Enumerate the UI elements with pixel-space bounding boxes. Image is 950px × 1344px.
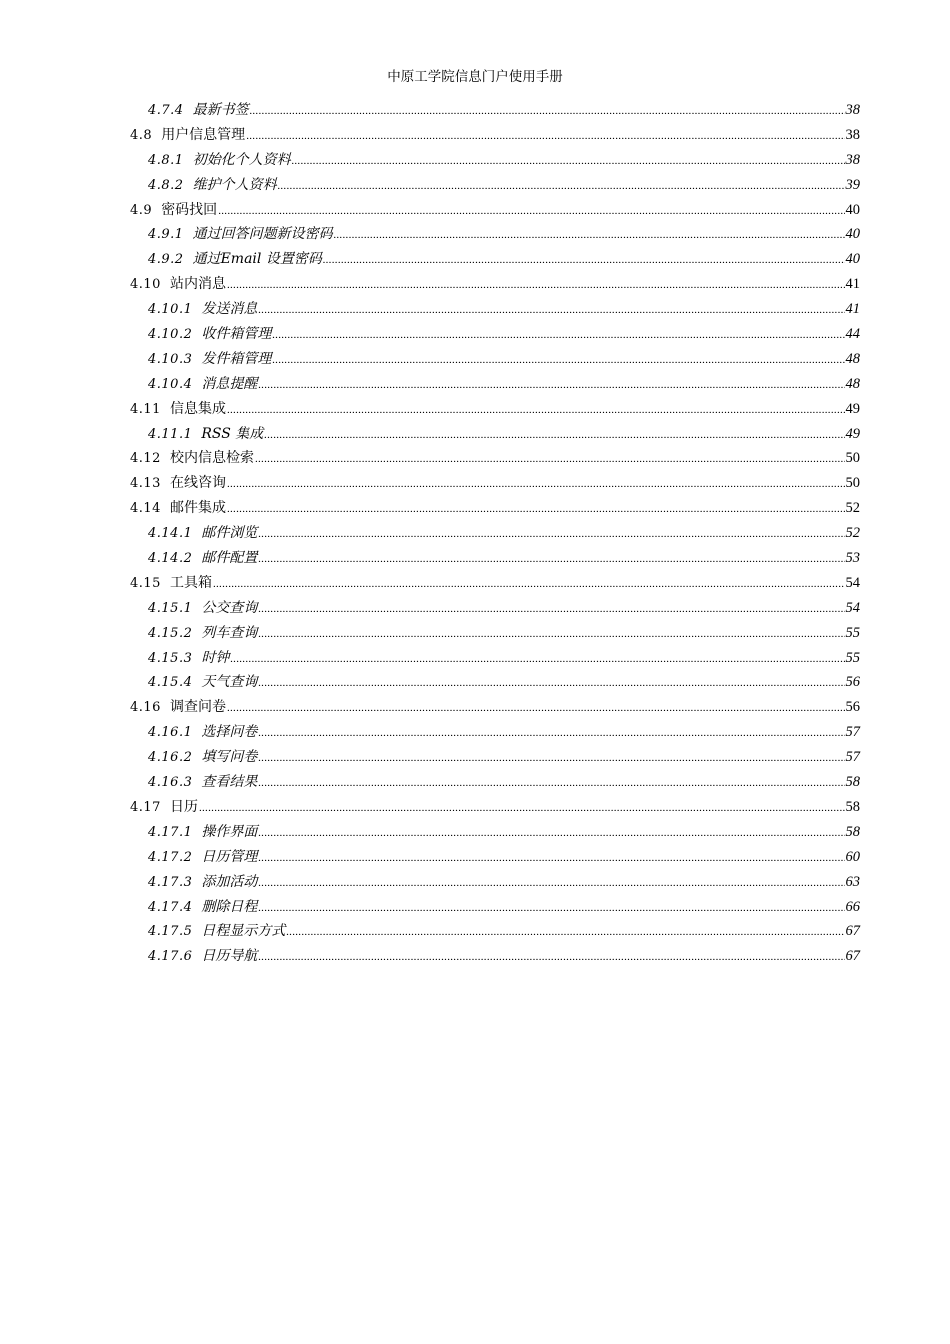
toc-dot-leader xyxy=(258,846,844,871)
toc-dot-leader xyxy=(258,721,844,746)
toc-entry-title: 信息集成 xyxy=(169,400,226,417)
toc-dot-leader xyxy=(292,149,845,174)
toc-entry-title: 工具箱 xyxy=(169,574,212,591)
toc-entry-page: 38 xyxy=(845,126,860,143)
toc-entry[interactable] xyxy=(130,720,860,745)
toc-entry-title: 天气查询 xyxy=(201,674,258,691)
toc-entry-number: 4.15.2 xyxy=(148,625,193,641)
toc-dot-leader xyxy=(230,647,844,672)
toc-entry[interactable] xyxy=(130,222,860,247)
toc-entry[interactable] xyxy=(130,845,860,870)
toc-entry-title: 列车查询 xyxy=(201,624,258,641)
toc-entry-title: 用户信息管理 xyxy=(161,126,246,143)
toc-entry[interactable] xyxy=(130,571,860,596)
toc-entry-number: 4.9.2 xyxy=(148,252,184,268)
toc-entry-title: 站内消息 xyxy=(169,276,226,293)
toc-entry-page: 55 xyxy=(845,624,860,641)
toc-entry-title: 通过Email 设置密码 xyxy=(192,251,322,268)
toc-entry[interactable] xyxy=(130,621,860,646)
toc-entry[interactable] xyxy=(130,646,860,671)
toc-entry-number: 4.7.4 xyxy=(148,103,184,118)
toc-entry[interactable] xyxy=(130,944,860,969)
toc-entry-title: 密码找回 xyxy=(161,201,218,218)
toc-dot-leader xyxy=(227,398,845,423)
toc-dot-leader xyxy=(272,348,844,373)
toc-entry-number: 4.10.1 xyxy=(148,302,193,318)
toc-entry-number: 4.15.3 xyxy=(148,650,193,666)
toc-entry-title: 选择问卷 xyxy=(201,724,258,741)
toc-dot-leader xyxy=(227,696,845,721)
toc-entry-number: 4.9.1 xyxy=(148,227,184,243)
toc-entry[interactable] xyxy=(130,148,860,173)
toc-dot-leader xyxy=(272,323,844,348)
toc-entry[interactable] xyxy=(130,870,860,895)
toc-entry-number: 4.11 xyxy=(130,401,161,417)
toc-entry[interactable] xyxy=(130,272,860,297)
toc-entry[interactable] xyxy=(130,123,860,148)
toc-entry[interactable] xyxy=(130,820,860,845)
toc-entry-number: 4.10.2 xyxy=(148,327,193,343)
page-header: 中原工学院信息门户使用手册 xyxy=(387,69,563,85)
toc-entry-title: 填写问卷 xyxy=(201,749,258,766)
toc-entry-number: 4.11.1 xyxy=(148,426,193,442)
toc-entry-title: 消息提醒 xyxy=(201,375,258,392)
toc-entry[interactable] xyxy=(130,596,860,621)
toc-entry-page: 55 xyxy=(845,649,860,666)
toc-entry[interactable] xyxy=(130,471,860,496)
toc-entry[interactable] xyxy=(130,521,860,546)
toc-entry-page: 66 xyxy=(845,898,860,915)
toc-entry-number: 4.14.1 xyxy=(148,526,193,542)
toc-entry[interactable] xyxy=(130,173,860,198)
toc-entry-number: 4.15.1 xyxy=(148,600,193,616)
toc-dot-leader xyxy=(218,199,844,224)
toc-dot-leader xyxy=(258,373,844,398)
toc-entry[interactable] xyxy=(130,695,860,720)
toc-entry[interactable] xyxy=(130,895,860,920)
toc-entry[interactable] xyxy=(130,198,860,223)
toc-dot-leader xyxy=(286,920,844,945)
toc-entry-title: 维护个人资料 xyxy=(192,176,277,193)
toc-dot-leader xyxy=(227,497,845,522)
toc-entry-number: 4.8.1 xyxy=(148,152,184,168)
toc-entry[interactable] xyxy=(130,670,860,695)
toc-dot-leader xyxy=(258,821,844,846)
toc-entry-title: 操作界面 xyxy=(201,823,258,840)
toc-entry-page: 63 xyxy=(845,873,860,890)
toc-entry-number: 4.17.4 xyxy=(148,899,193,915)
toc-dot-leader xyxy=(227,472,845,497)
toc-entry-number: 4.10.4 xyxy=(148,376,193,392)
toc-dot-leader xyxy=(213,572,845,597)
toc-entry-title: 日程显示方式 xyxy=(201,923,286,940)
toc-entry-title: 日历 xyxy=(169,798,198,815)
toc-entry-page: 44 xyxy=(845,326,860,343)
toc-entry-number: 4.17.6 xyxy=(148,949,193,965)
toc-entry-page: 49 xyxy=(845,400,860,417)
toc-dot-leader xyxy=(258,298,844,323)
toc-entry-page: 53 xyxy=(845,550,860,567)
toc-entry-title: 发件箱管理 xyxy=(201,350,272,367)
toc-entry-title: 邮件配置 xyxy=(201,550,258,567)
toc-entry-page: 57 xyxy=(845,724,860,741)
toc-entry-title: 邮件浏览 xyxy=(201,525,258,542)
toc-entry[interactable] xyxy=(130,247,860,272)
toc-entry-title: 收件箱管理 xyxy=(201,326,272,343)
toc-dot-leader xyxy=(258,746,844,771)
toc-entry-number: 4.16 xyxy=(130,700,161,716)
toc-entry-title: 通过回答问题新设密码 xyxy=(192,226,333,243)
toc-entry-number: 4.16.1 xyxy=(148,725,193,741)
toc-dot-leader xyxy=(264,423,844,448)
toc-entry-title: 时钟 xyxy=(201,649,230,666)
toc-entry-title: 邮件集成 xyxy=(169,500,226,517)
toc-dot-leader xyxy=(258,522,844,547)
toc-entry-number: 4.8 xyxy=(130,127,153,143)
toc-entry[interactable] xyxy=(130,446,860,471)
toc-entry-number: 4.9 xyxy=(130,202,153,218)
toc-entry-page: 60 xyxy=(845,848,860,865)
toc-dot-leader xyxy=(258,671,844,696)
toc-dot-leader xyxy=(258,597,844,622)
toc-entry-page: 38 xyxy=(845,102,860,118)
toc-entry[interactable] xyxy=(130,322,860,347)
toc-entry-page: 54 xyxy=(845,599,860,616)
toc-entry-number: 4.14 xyxy=(130,501,161,517)
toc-entry[interactable] xyxy=(130,372,860,397)
toc-dot-leader xyxy=(250,99,845,124)
toc-entry-number: 4.8.2 xyxy=(148,177,184,193)
toc-entry-page: 56 xyxy=(845,674,860,691)
toc-entry-page: 40 xyxy=(845,201,860,218)
toc-entry-number: 4.15 xyxy=(130,575,161,591)
toc-entry-page: 40 xyxy=(845,226,860,243)
toc-entry-title: 日历管理 xyxy=(201,848,258,865)
toc-entry[interactable] xyxy=(130,770,860,795)
toc-entry-page: 54 xyxy=(845,574,860,591)
toc-entry-page: 38 xyxy=(845,151,860,168)
toc-entry-page: 48 xyxy=(845,350,860,367)
toc-dot-leader xyxy=(334,223,845,248)
toc-entry[interactable] xyxy=(130,496,860,521)
toc-dot-leader xyxy=(258,871,844,896)
toc-entry-title: 添加活动 xyxy=(201,873,258,890)
toc-dot-leader xyxy=(258,771,844,796)
toc-entry-page: 50 xyxy=(845,450,860,467)
toc-entry-title: 发送消息 xyxy=(201,301,258,318)
toc-entry-title: 最新书签 xyxy=(192,102,249,118)
toc-dot-leader xyxy=(278,174,845,199)
toc-entry-page: 41 xyxy=(845,301,860,318)
toc-entry-title: 日历导航 xyxy=(201,948,258,965)
toc-dot-leader xyxy=(258,945,844,970)
toc-entry[interactable] xyxy=(130,919,860,944)
toc-entry-number: 4.17.1 xyxy=(148,824,193,840)
toc-entry-number: 4.16.3 xyxy=(148,775,193,791)
toc-dot-leader xyxy=(246,124,844,149)
toc-entry-title: 在线咨询 xyxy=(169,475,226,492)
toc-dot-leader xyxy=(199,796,845,821)
toc-dot-leader xyxy=(258,896,844,921)
toc-dot-leader xyxy=(255,447,845,472)
toc-entry[interactable] xyxy=(130,795,860,820)
toc-dot-leader xyxy=(258,622,844,647)
toc-entry-number: 4.17.3 xyxy=(148,874,193,890)
toc-entry-page: 52 xyxy=(845,500,860,517)
toc-entry-page: 50 xyxy=(845,475,860,492)
toc-entry-number: 4.12 xyxy=(130,451,161,467)
toc-entry-title: RSS 集成 xyxy=(201,425,264,442)
toc-entry-title: 公交查询 xyxy=(201,599,258,616)
toc-entry-number: 4.10 xyxy=(130,277,161,293)
toc-entry-title: 校内信息检索 xyxy=(169,450,254,467)
toc-entry[interactable] xyxy=(130,98,860,123)
toc-entry-page: 39 xyxy=(845,176,860,193)
toc-entry-title: 调查问卷 xyxy=(169,699,226,716)
toc-entry[interactable] xyxy=(130,546,860,571)
toc-entry-title: 查看结果 xyxy=(201,774,258,791)
toc-dot-leader xyxy=(227,273,845,298)
table-of-contents xyxy=(130,98,860,969)
toc-entry-page: 58 xyxy=(845,823,860,840)
toc-entry-number: 4.15.4 xyxy=(148,675,193,691)
toc-entry-page: 40 xyxy=(845,251,860,268)
toc-entry-number: 4.13 xyxy=(130,476,161,492)
toc-entry-number: 4.17 xyxy=(130,799,161,815)
toc-entry-page: 67 xyxy=(845,923,860,940)
toc-entry-page: 52 xyxy=(845,525,860,542)
toc-dot-leader xyxy=(323,248,845,273)
toc-entry-page: 41 xyxy=(845,276,860,293)
toc-entry-page: 57 xyxy=(845,749,860,766)
toc-entry-title: 初始化个人资料 xyxy=(192,151,291,168)
toc-entry[interactable] xyxy=(130,745,860,770)
toc-entry-number: 4.16.2 xyxy=(148,750,193,766)
toc-entry[interactable] xyxy=(130,297,860,322)
toc-entry-number: 4.17.2 xyxy=(148,849,193,865)
toc-entry[interactable] xyxy=(130,422,860,447)
toc-entry-page: 48 xyxy=(845,375,860,392)
toc-entry-number: 4.10.3 xyxy=(148,351,193,367)
toc-dot-leader xyxy=(258,547,844,572)
toc-entry-page: 56 xyxy=(845,699,860,716)
toc-entry-page: 58 xyxy=(845,774,860,791)
toc-entry-page: 58 xyxy=(845,798,860,815)
toc-entry-page: 49 xyxy=(845,425,860,442)
toc-entry[interactable] xyxy=(130,397,860,422)
toc-entry-number: 4.14.2 xyxy=(148,551,193,567)
toc-entry[interactable] xyxy=(130,347,860,372)
toc-entry-page: 67 xyxy=(845,948,860,965)
toc-entry-number: 4.17.5 xyxy=(148,924,193,940)
toc-entry-title: 删除日程 xyxy=(201,898,258,915)
